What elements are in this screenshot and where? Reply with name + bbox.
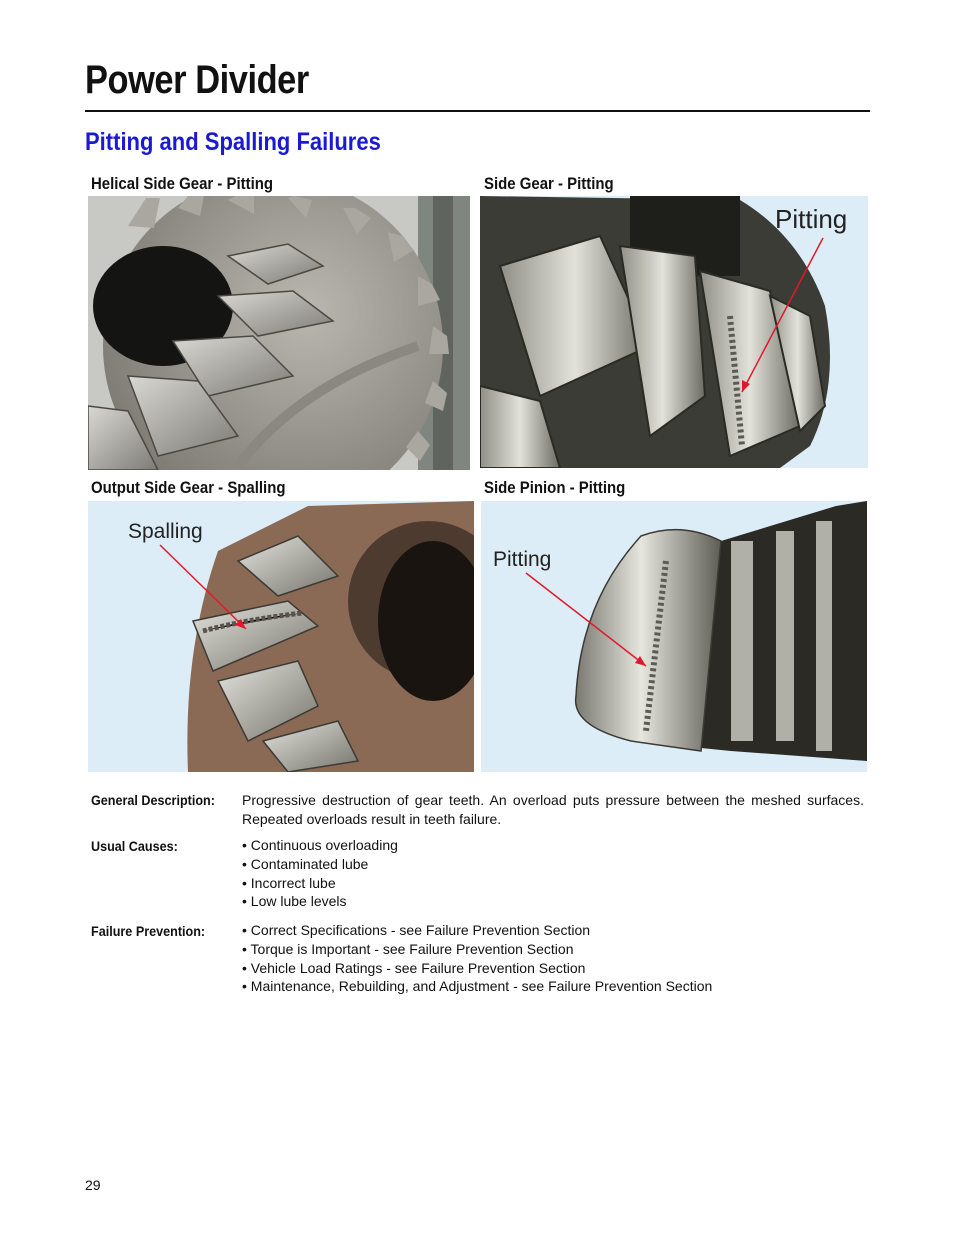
section-title: Pitting and Spalling Failures: [85, 128, 381, 156]
callout-spalling: Spalling: [128, 520, 203, 543]
caption-helical-side-gear: Helical Side Gear - Pitting: [91, 174, 274, 193]
list-item: • Contaminated lube: [242, 855, 398, 874]
page-title: Power Divider: [85, 58, 309, 102]
photo-side-pinion: [481, 501, 867, 772]
caption-side-gear: Side Gear - Pitting: [484, 174, 614, 193]
callout-pitting-side-pinion: Pitting: [493, 548, 552, 571]
list-item: • Torque is Important - see Failure Prevention Section: [242, 940, 712, 959]
photo-helical-side-gear: [88, 196, 470, 470]
usual-causes-list: [242, 836, 398, 911]
failure-prevention-list: [242, 921, 712, 996]
list-item: • Low lube levels: [242, 892, 398, 911]
caption-side-pinion: Side Pinion - Pitting: [484, 478, 626, 497]
title-rule: [85, 110, 870, 112]
general-description-label: General Description:: [91, 792, 215, 808]
page-number: 29: [85, 1177, 101, 1193]
photo-output-side-gear: [88, 501, 474, 772]
list-item: • Continuous overloading: [242, 836, 398, 855]
failure-prevention-label: Failure Prevention:: [91, 923, 206, 939]
list-item: • Correct Specifications - see Failure Prevention Section: [242, 921, 712, 940]
list-item: • Maintenance, Rebuilding, and Adjustment - see Failure Prevention Section: [242, 977, 712, 996]
photo-side-gear: [480, 196, 868, 468]
list-item: • Incorrect lube: [242, 874, 398, 893]
callout-pitting-side-gear: Pitting: [775, 204, 848, 234]
usual-causes-label: Usual Causes:: [91, 838, 178, 854]
general-description-text: Progressive destruction of gear teeth. An overload puts pressure between the meshed surfaces. Repeated overloads result in teeth failure.: [242, 792, 864, 827]
caption-output-side-gear: Output Side Gear - Spalling: [91, 478, 286, 497]
list-item: • Vehicle Load Ratings - see Failure Prevention Section: [242, 959, 712, 978]
